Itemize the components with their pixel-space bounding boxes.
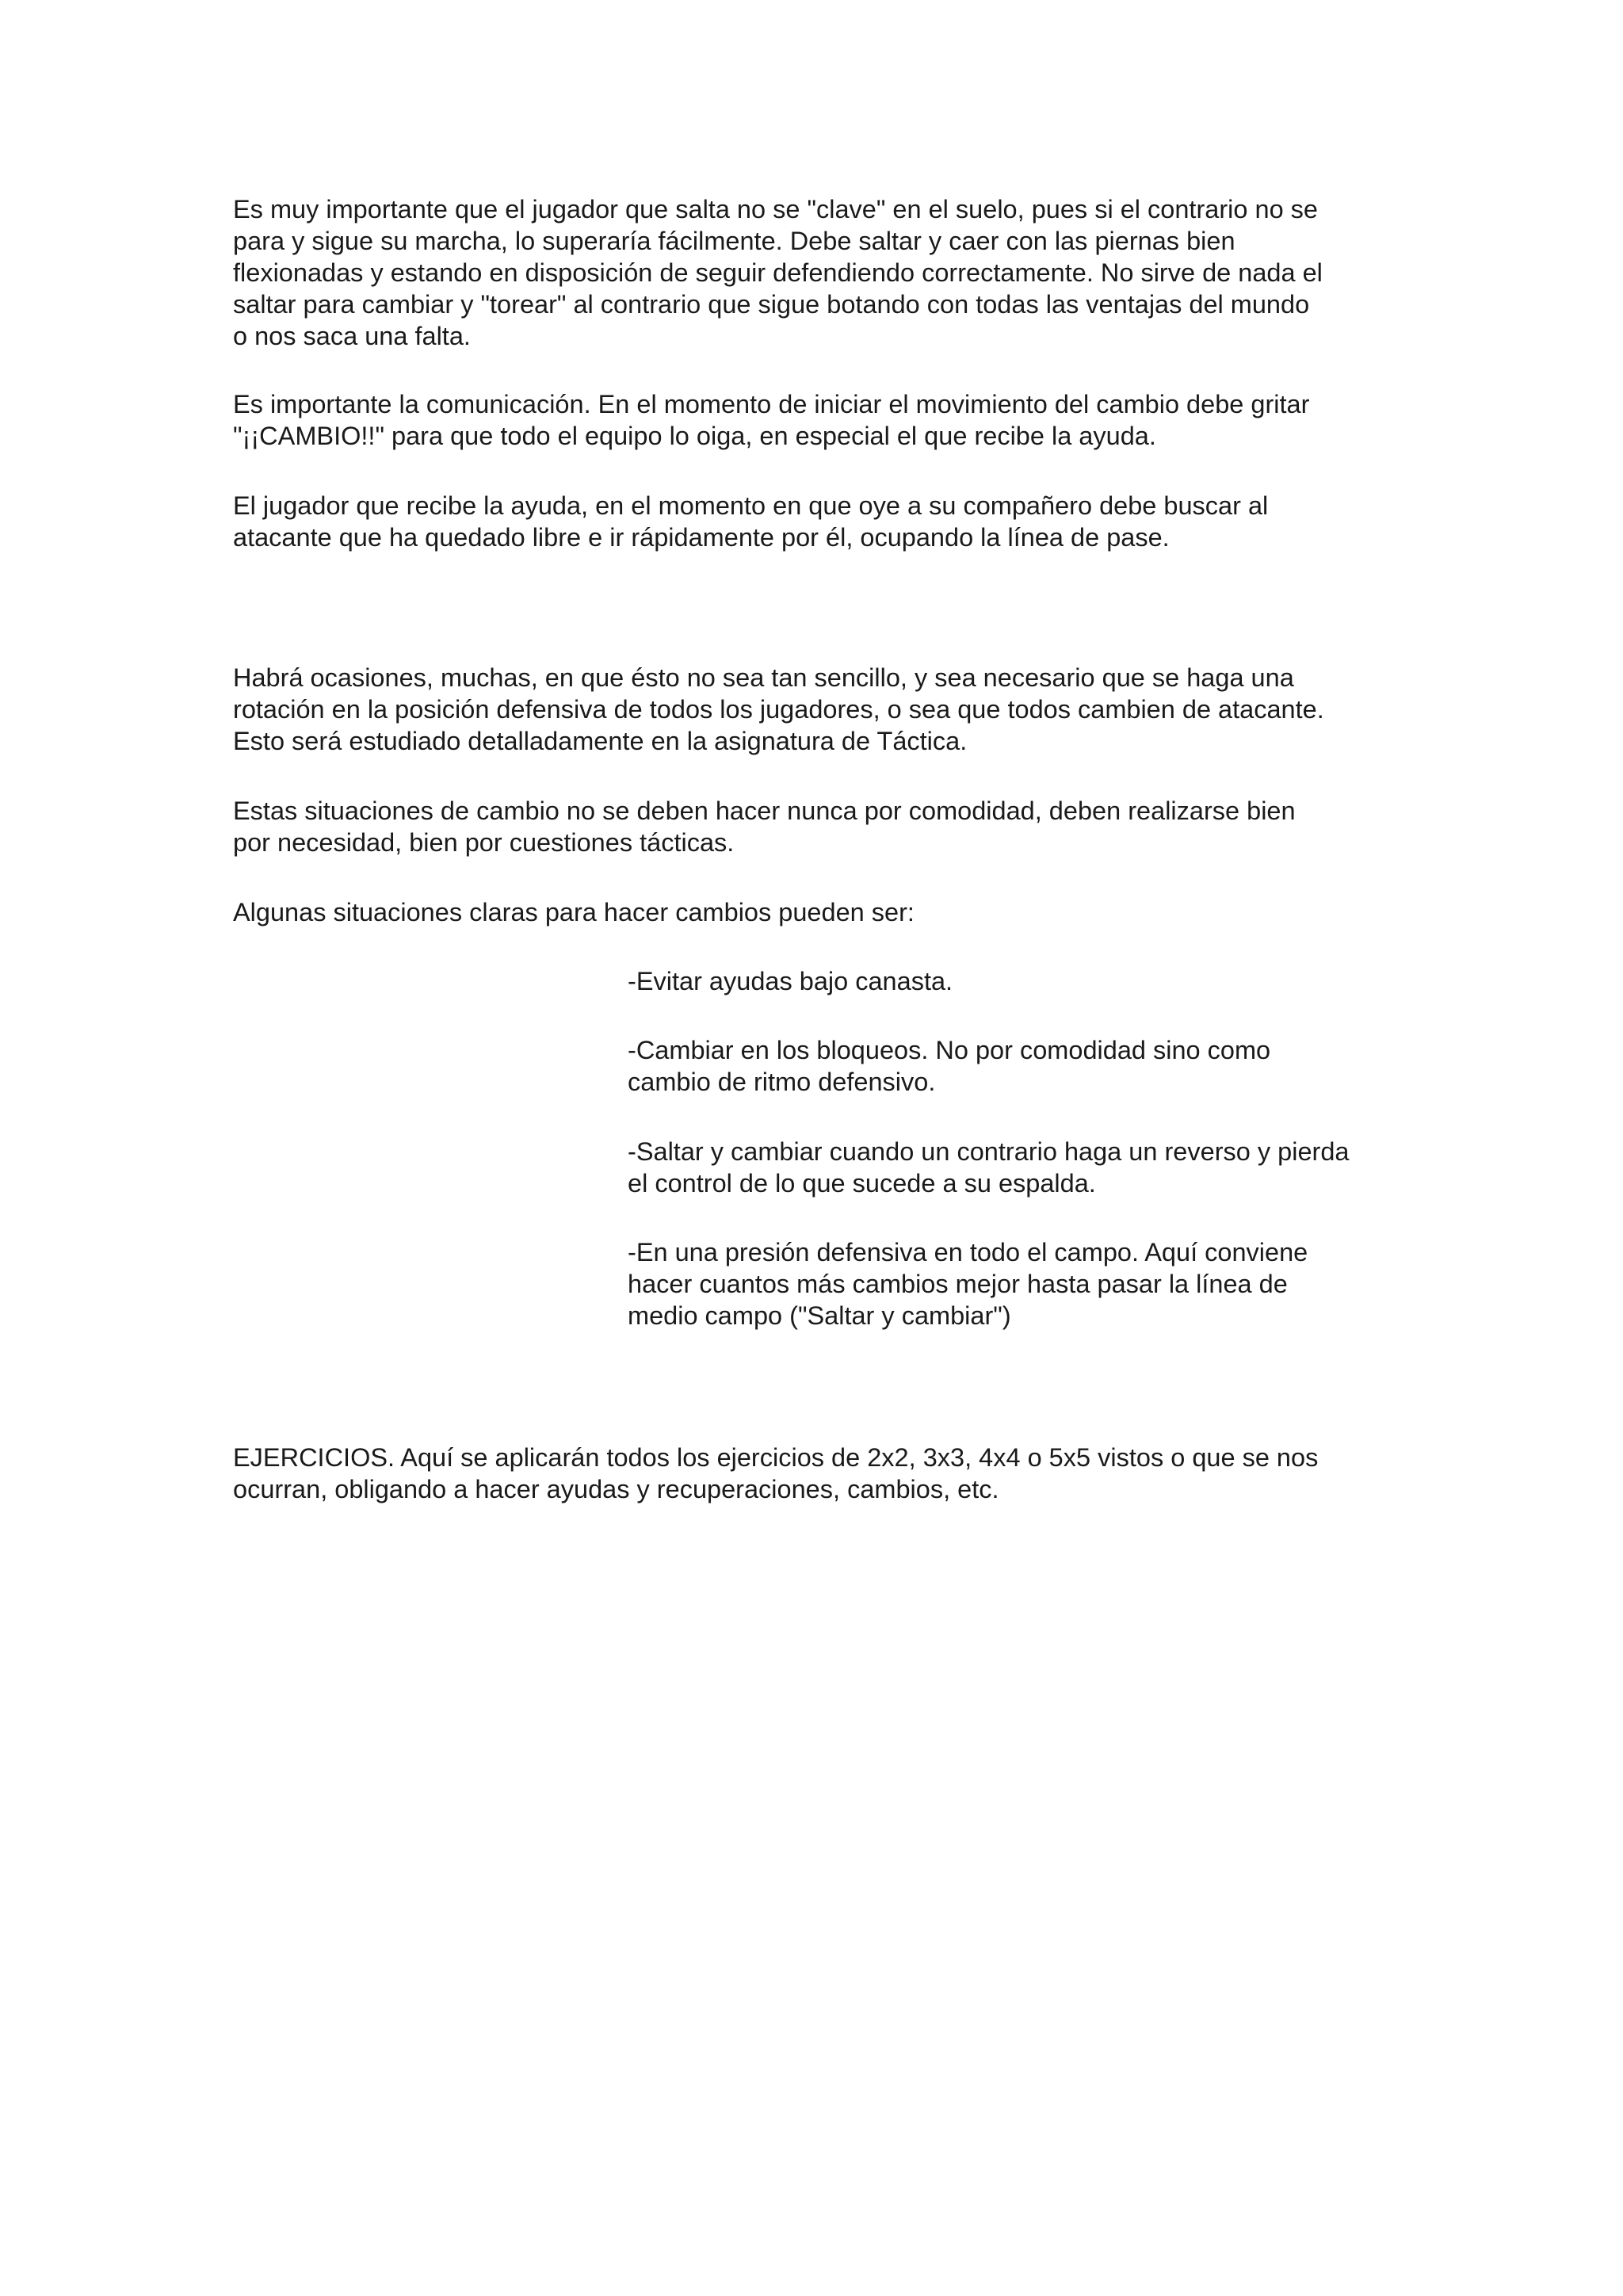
list-item: -Saltar y cambiar cuando un contrario haga un reverso y pierda el control de lo que sucede a su espalda. — [628, 1137, 1350, 1198]
list-item: -En una presión defensiva en todo el campo. Aquí conviene hacer cuantos más cambios mejor hasta pasar la línea de medio campo ("Saltar y cambiar") — [628, 1238, 1308, 1330]
paragraph-necessity: Estas situaciones de cambio no se deben hacer nunca por comodidad, deben realizarse bien por necesidad, bien por cuestiones tácticas. — [233, 797, 1296, 857]
paragraph-exercises: EJERCICIOS. Aquí se aplicarán todos los ejercicios de 2x2, 3x3, 4x4 o 5x5 vistos o que se nos ocurran, obligando a hacer ayudas y recuperaciones, cambios, etc. — [233, 1443, 1319, 1503]
paragraph-jump-technique: Es muy importante que el jugador que salta no se "clave" en el suelo, pues si el contrario no se para y sigue su marcha, lo superaría fácilmente. Debe saltar y caer con las piernas bien flexionadas y estando en disposición de seguir defendiendo correctamente. No sirve de nada el saltar para cambiar y "torear" al contrario que sigue botando con todas las ventajas del mundo o nos saca una falta. — [233, 195, 1323, 350]
paragraph-communication: Es importante la comunicación. En el momento de iniciar el movimiento del cambio debe gritar "¡¡CAMBIO!!" para que todo el equipo lo oiga, en especial el que recibe la ayuda. — [233, 390, 1310, 450]
paragraph-situations-intro: Algunas situaciones claras para hacer cambios pueden ser: — [233, 898, 915, 926]
paragraph-help-receiver: El jugador que recibe la ayuda, en el momento en que oye a su compañero debe buscar al atacante que ha quedado libre e ir rápidamente por él, ocupando la línea de pase. — [233, 491, 1269, 552]
paragraph-rotation: Habrá ocasiones, muchas, en que ésto no sea tan sencillo, y sea necesario que se haga una rotación en la posición defensiva de todos los jugadores, o sea que todos cambien de atacante. Esto será estudiado detalladamente en la asignatura de Táctica. — [233, 663, 1324, 755]
list-item: -Cambiar en los bloqueos. No por comodidad sino como cambio de ritmo defensivo. — [628, 1036, 1271, 1096]
list-item: -Evitar ayudas bajo canasta. — [628, 967, 953, 995]
